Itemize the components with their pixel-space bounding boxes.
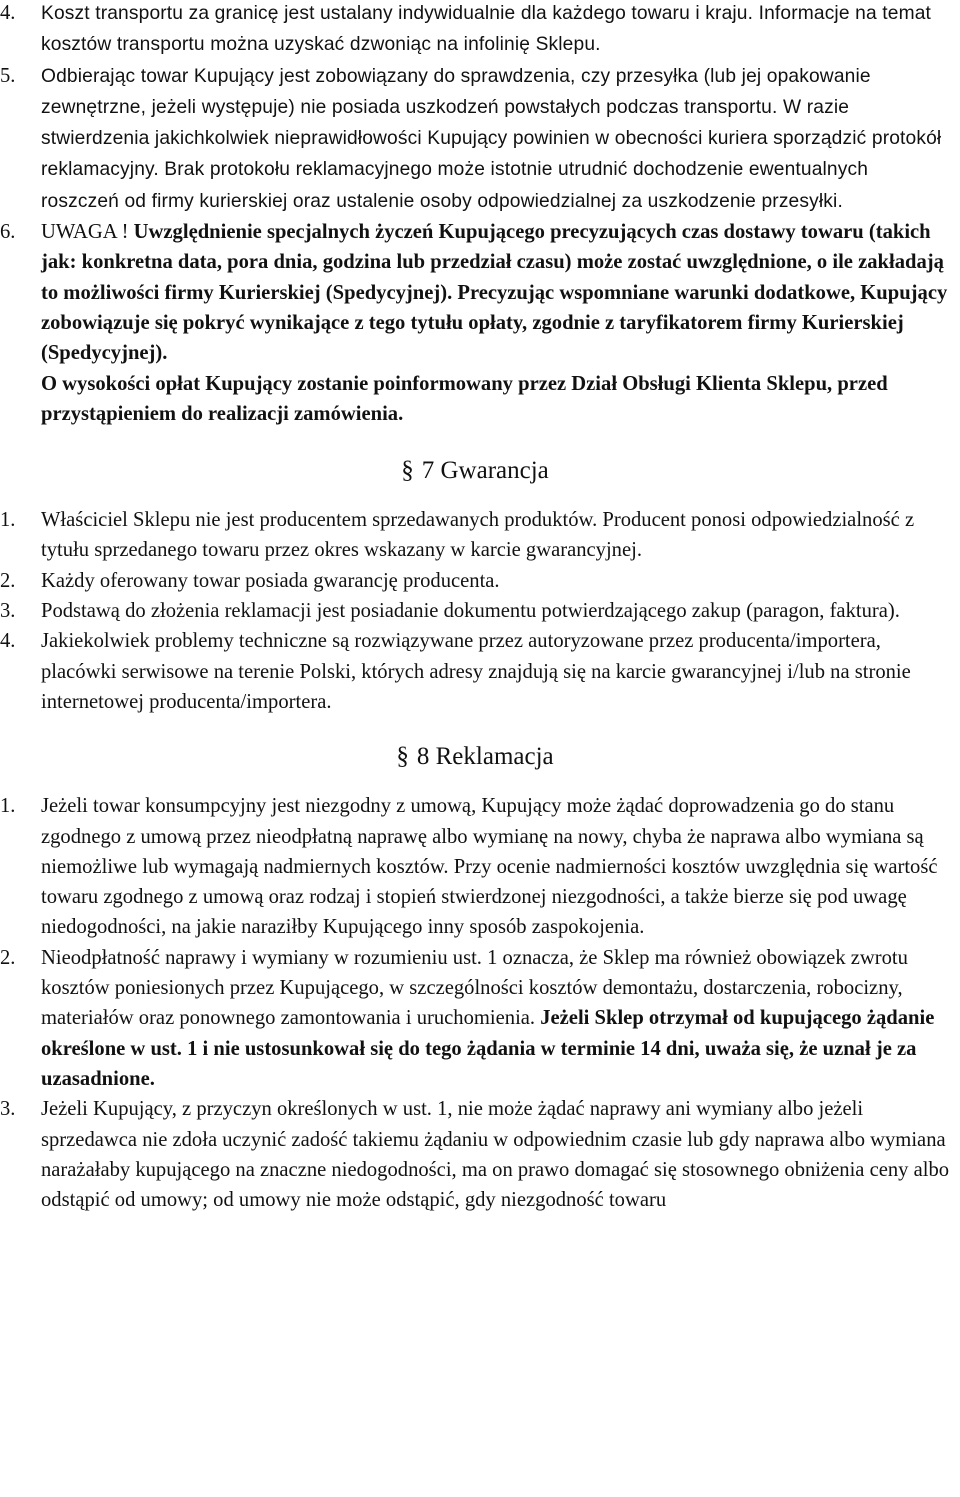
section-title: 8 Reklamacja: [416, 743, 554, 771]
list-item: [0, 61, 950, 217]
list-item: [0, 0, 950, 61]
section-heading: [0, 455, 950, 487]
list-item-number: 2.: [0, 946, 16, 969]
list-item-text: Każdy oferowany towar posiada gwarancję producenta.: [41, 569, 500, 592]
list-item-text: Podstawą do złożenia reklamacji jest posiadanie dokumentu potwierdzającego zakup (paragon, faktura).: [41, 600, 900, 623]
section-heading: [0, 741, 950, 773]
list-item-text-bold: Jeżeli Sklep otrzymał od kupującego żądanie określone w ust. 1 i nie ustosunkował się do tego żądania w terminie 14 dni, uważa się, że uznał je za uzasadnione.: [41, 1007, 935, 1090]
list-item: [0, 596, 950, 626]
list-item-text-extra: O wysokości opłat Kupujący zostanie poinformowany przez Dział Obsługi Klienta Sklepu, przed przystąpieniem do realizacji zamówienia.: [41, 372, 888, 425]
list-item: [0, 217, 950, 429]
list-item: [0, 943, 950, 1094]
section-symbol: §: [401, 457, 414, 485]
list-item-number: 4.: [0, 2, 16, 24]
list-item-text: Właściciel Sklepu nie jest producentem sprzedawanych produktów. Producent ponosi odpowiedzialność z tytułu sprzedanego towaru przez okres wskazany w karcie gwarancyjnej.: [41, 509, 915, 562]
list-item-number: 2.: [0, 569, 16, 592]
list-item-number: 3.: [0, 1098, 16, 1121]
list-item-number: 1.: [0, 509, 16, 532]
list-item-text: Koszt transportu za granicę jest ustalany indywidualnie dla każdego towaru i kraju. Informacje na temat kosztów transportu można uzyskać dzwoniąc na infolinię Sklepu.: [41, 3, 932, 56]
list-item: [0, 1094, 950, 1215]
section-symbol: §: [396, 743, 409, 771]
list-item-text: Jakiekolwiek problemy techniczne są rozwiązywane przez autoryzowane przez producenta/importera, placówki serwisowe na terenie Polski, których adresy znajdują się na karcie gwarancyjnej i/lub na stronie internetowej producenta/importera.: [41, 630, 911, 713]
list-item-text: Uwzględnienie specjalnych życzeń Kupującego precyzujących czas dostawy towaru (takich jak: konkretna data, pora dnia, godzina lub przedział czasu) może zostać uwzględnione, o ile zakładają to możliwości firmy Kurierskiej (Spedycyjnej). Precyzując wspomniane warunki dodatkowe, Kupujący zobowiązuje się pokryć wynikające z tego tytułu opłaty, zgodnie z taryfikatorem firmy Kurierskiej (Spedycyjnej).: [41, 221, 948, 365]
list-item: [0, 505, 950, 566]
list-item-number: 4.: [0, 630, 16, 653]
list-item: [0, 626, 950, 717]
list-item-number: 5.: [0, 64, 16, 87]
section-title: 7 Gwarancja: [421, 457, 549, 485]
list-item-text: Jeżeli Kupujący, z przyczyn określonych w ust. 1, nie może żądać naprawy ani wymiany albo jeżeli sprzedawca nie zdoła uczynić zadość takiemu żądaniu w odpowiednim czasie lub gdy naprawa albo wymiana narażałaby kupującego na znaczne niedogodności, ma on prawo domagać się stosownego obniżenia ceny albo odstąpić od umowy; od umowy nie może odstąpić, gdy niezgodność towaru: [41, 1098, 950, 1212]
list-item-text: Odbierając towar Kupujący jest zobowiązany do sprawdzenia, czy przesyłka (lub jej opakowanie zewnętrzne, jeżeli występuje) nie posiada uszkodzeń powstałych podczas transportu. W razie stwierdzenia jakichkolwiek nieprawidłowości Kupujący powinien w obecności kuriera sporządzić protokół reklamacyjny. Brak protokołu reklamacyjnego może istotnie utrudnić dochodzenie ewentualnych roszczeń od firmy kurierskiej oraz ustalenie osoby odpowiedzialnej za uszkodzenie przesyłki.: [41, 65, 942, 212]
list-item-number: 1.: [0, 795, 16, 818]
list-item: [0, 566, 950, 596]
list-item-number: 6.: [0, 221, 16, 244]
list-item: [0, 791, 950, 942]
list-item-number: 3.: [0, 600, 16, 623]
list-item-text: Nieodpłatność naprawy i wymiany w rozumieniu ust. 1 oznacza, że Sklep ma również obowiązek zwrotu kosztów poniesionych przez Kupującego, w szczególności kosztów demontażu, dostarczenia, robocizny, materiałów oraz ponownego zamontowania i uruchomienia.: [41, 946, 908, 1030]
warning-label: UWAGA !: [41, 221, 134, 244]
list-item-text: Jeżeli towar konsumpcyjny jest niezgodny z umową, Kupujący może żądać doprowadzenia go do stanu zgodnego z umową przez nieodpłatną naprawę albo wymianę na nowy, chyba że naprawa albo wymiana są niemożliwe lub wymagają nadmiernych kosztów. Przy ocenie nadmierności kosztów uwzględnia się wartość towaru zgodnego z umową oraz rodzaj i stopień stwierdzonej niezgodności, a także bierze się pod uwagę niedogodności, na jakie naraziłby Kupującego inny sposób zaspokojenia.: [41, 795, 938, 939]
